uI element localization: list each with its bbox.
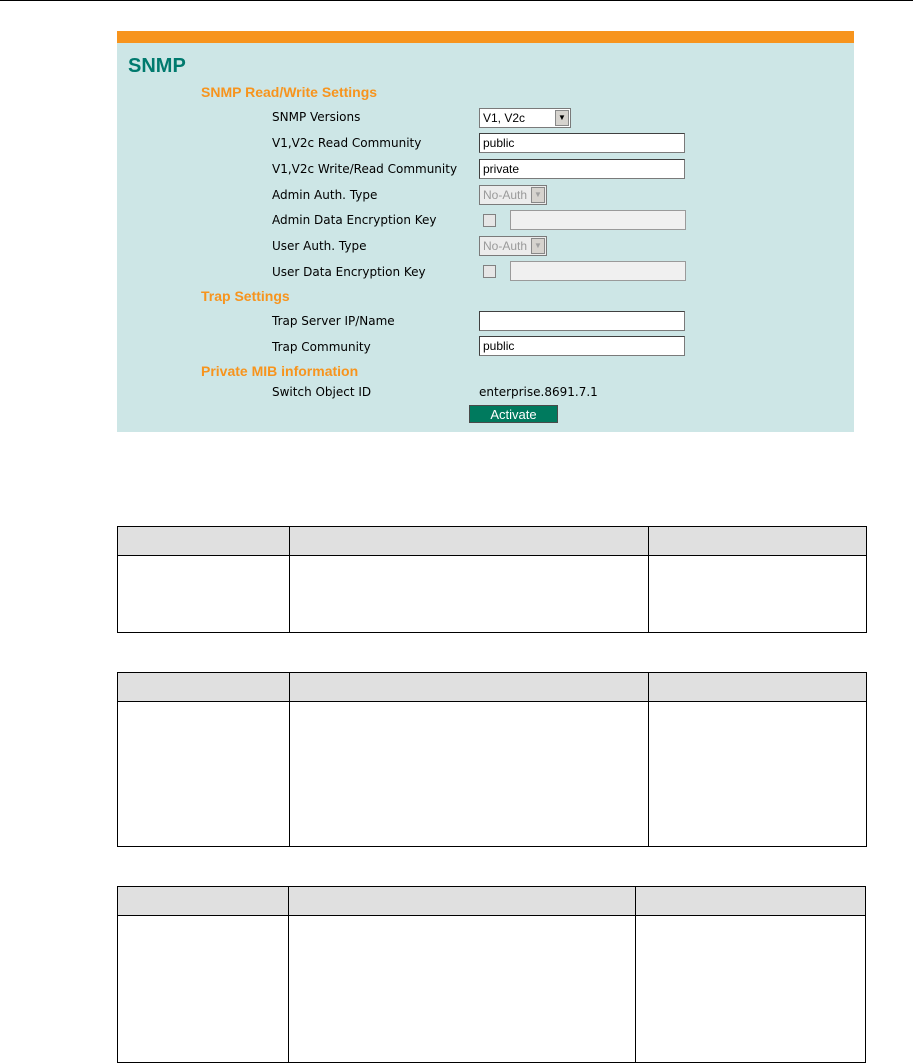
table-cell <box>118 916 289 1063</box>
user-auth-type-label: User Auth. Type <box>272 239 367 253</box>
user-enc-key-label: User Data Encryption Key <box>272 265 426 279</box>
table-cell <box>290 556 649 633</box>
read-community-input[interactable]: public <box>479 133 685 153</box>
table-cell <box>636 916 866 1063</box>
table-row <box>118 556 867 633</box>
setting-table-2 <box>117 672 867 847</box>
switch-object-id-value: enterprise.8691.7.1 <box>479 385 598 399</box>
table-header-cell <box>290 673 649 702</box>
user-auth-type-value: No-Auth <box>483 239 528 253</box>
user-enc-key-checkbox[interactable] <box>483 265 496 278</box>
table-header-cell <box>649 673 867 702</box>
write-community-label: V1,V2c Write/Read Community <box>272 162 458 176</box>
header-rule <box>0 0 913 1</box>
setting-table-3 <box>117 886 866 1063</box>
admin-auth-type-label: Admin Auth. Type <box>272 188 378 202</box>
page-title: SNMP <box>128 55 186 77</box>
admin-enc-key-input[interactable] <box>510 210 686 230</box>
section-trap-settings: Trap Settings <box>201 288 290 304</box>
admin-auth-type-value: No-Auth <box>483 188 528 202</box>
admin-enc-key-label: Admin Data Encryption Key <box>272 213 437 227</box>
snmp-versions-label: SNMP Versions <box>272 110 361 124</box>
snmp-versions-value: V1, V2c <box>483 111 526 125</box>
switch-object-id-label: Switch Object ID <box>272 385 372 399</box>
activate-button[interactable]: Activate <box>469 405 558 423</box>
table-header-cell <box>118 673 290 702</box>
trap-server-label: Trap Server IP/Name <box>272 314 395 328</box>
admin-auth-type-select[interactable] <box>479 185 547 205</box>
chevron-down-icon: ▼ <box>531 187 545 203</box>
table-row <box>118 916 866 1063</box>
table-cell <box>649 556 867 633</box>
table-header-cell <box>649 527 867 556</box>
table-header-cell <box>636 887 866 916</box>
setting-table-1 <box>117 526 867 633</box>
user-enc-key-input[interactable] <box>510 261 686 281</box>
read-community-label: V1,V2c Read Community <box>272 136 422 150</box>
table-cell <box>290 702 649 847</box>
snmp-versions-select[interactable] <box>479 108 571 128</box>
table-header-cell <box>289 887 636 916</box>
trap-server-input[interactable] <box>479 311 685 331</box>
trap-community-label: Trap Community <box>272 340 371 354</box>
table-row <box>118 702 867 847</box>
table-cell <box>118 702 290 847</box>
table-cell <box>649 702 867 847</box>
table-cell <box>118 556 290 633</box>
section-private-mib: Private MIB information <box>201 363 359 379</box>
table-header-cell <box>118 527 290 556</box>
trap-community-input[interactable]: public <box>479 336 685 356</box>
table-cell <box>289 916 636 1063</box>
panel-header-bar <box>117 31 854 43</box>
table-header-cell <box>118 887 289 916</box>
user-auth-type-select[interactable] <box>479 236 547 256</box>
admin-enc-key-checkbox[interactable] <box>483 214 496 227</box>
write-community-input[interactable]: private <box>479 159 685 179</box>
snmp-panel <box>117 31 854 432</box>
chevron-down-icon: ▼ <box>531 238 545 254</box>
section-rw-settings: SNMP Read/Write Settings <box>201 84 378 100</box>
chevron-down-icon: ▼ <box>555 110 569 126</box>
table-header-cell <box>290 527 649 556</box>
